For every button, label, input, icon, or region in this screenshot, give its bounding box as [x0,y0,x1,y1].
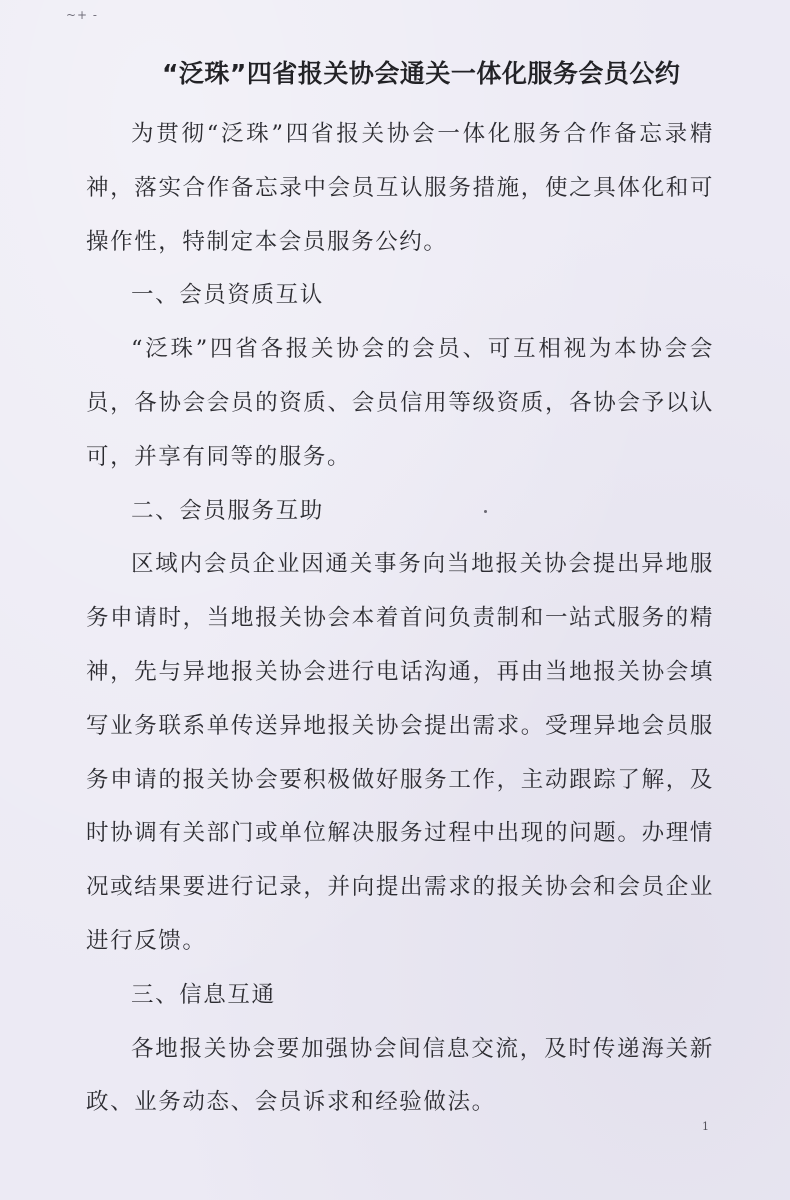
document-body [86,108,714,1130]
member-service-paragraph: 区域内会员企业因通关事务向当地报关协会提出异地服务申请时，当地报关协会本着首问负责制和一站式服务的精神，先与异地报关协会进行电话沟通，再由当地报关协会填写业务联系单传送异地报关协会提出需求。受理异地会员服务申请的报关协会要积极做好服务工作，主动跟踪了解，及时协调有关部门或单位解决服务过程中出现的问题。办理情况或结果要进行记录，并向提出需求的报关协会和会员企业进行反馈。 [86,551,714,954]
intro-paragraph: 为贯彻“泛珠”四省报关协会一体化服务合作备忘录精神，落实合作备忘录中会员互认服务措施，使之具体化和可操作性，特制定本会员服务公约。 [86,121,714,255]
document-title: “泛珠”四省报关协会通关一体化服务会员公约 [162,59,681,88]
scan-mark: ~+ - [66,8,98,22]
information-exchange-paragraph: 各地报关协会要加强协会间信息交流，及时传递海关新政、业务动态、会员诉求和经验做法。 [86,1035,714,1116]
page-number: 1 [702,1120,709,1133]
member-qualification-paragraph: “泛珠”四省各报关协会的会员、可互相视为本协会会员，各协会会员的资质、会员信用等级资质，各协会予以认可，并享有同等的服务。 [86,336,714,470]
section-heading-member-service: 二、会员服务互助 [131,497,324,524]
section-heading-member-qualification: 一、会员资质互认 [131,282,324,309]
section-heading-information-exchange: 三、信息互通 [131,981,276,1008]
scan-speck [484,510,487,513]
